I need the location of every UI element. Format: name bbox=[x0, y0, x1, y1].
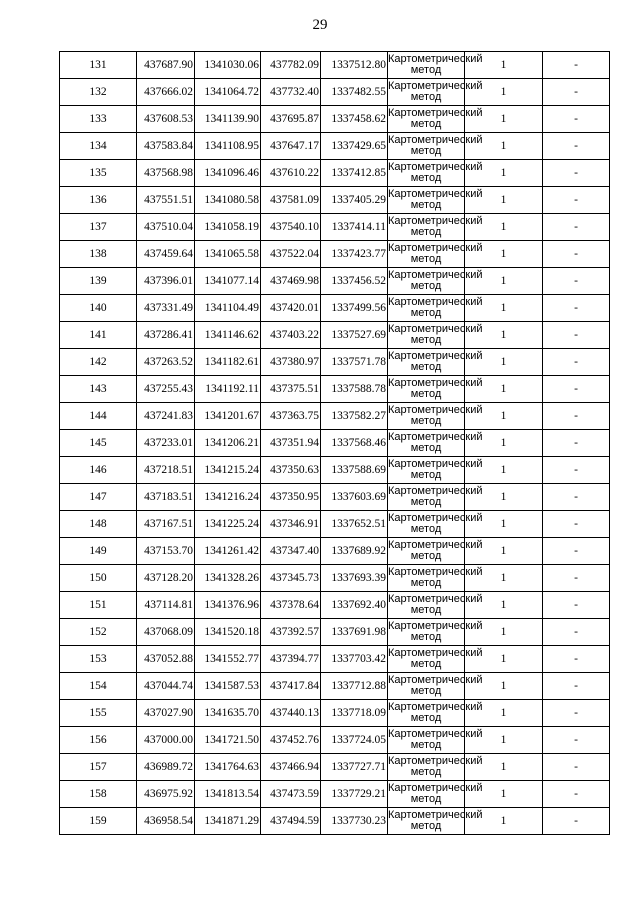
table-row bbox=[60, 133, 610, 160]
x2-cell: 437695.87 bbox=[261, 106, 321, 133]
x2-cell: 437403.22 bbox=[261, 322, 321, 349]
y2-cell: 1337718.09 bbox=[321, 700, 388, 727]
method-cell: Картометрический метод bbox=[388, 727, 465, 754]
x1-cell: 437551.51 bbox=[137, 187, 195, 214]
method-cell: Картометрический метод bbox=[388, 241, 465, 268]
y2-cell: 1337527.69 bbox=[321, 322, 388, 349]
x1-cell: 437666.02 bbox=[137, 79, 195, 106]
method-cell: Картометрический метод bbox=[388, 160, 465, 187]
point-number-cell: 155 bbox=[60, 700, 137, 727]
y1-cell: 1341080.58 bbox=[195, 187, 261, 214]
y2-cell: 1337588.78 bbox=[321, 376, 388, 403]
accuracy-cell: 1 bbox=[465, 619, 543, 646]
x2-cell: 437782.09 bbox=[261, 52, 321, 79]
point-number-cell: 134 bbox=[60, 133, 137, 160]
point-number-cell: 152 bbox=[60, 619, 137, 646]
x1-cell: 437255.43 bbox=[137, 376, 195, 403]
table-row bbox=[60, 592, 610, 619]
y2-cell: 1337429.65 bbox=[321, 133, 388, 160]
table-row bbox=[60, 403, 610, 430]
note-cell: - bbox=[543, 322, 610, 349]
y1-cell: 1341206.21 bbox=[195, 430, 261, 457]
x2-cell: 437522.04 bbox=[261, 241, 321, 268]
table-row bbox=[60, 241, 610, 268]
y2-cell: 1337730.23 bbox=[321, 808, 388, 835]
point-number-cell: 157 bbox=[60, 754, 137, 781]
table-row bbox=[60, 322, 610, 349]
y2-cell: 1337689.92 bbox=[321, 538, 388, 565]
accuracy-cell: 1 bbox=[465, 484, 543, 511]
accuracy-cell: 1 bbox=[465, 727, 543, 754]
table-row bbox=[60, 808, 610, 835]
table-row bbox=[60, 187, 610, 214]
x1-cell: 437568.98 bbox=[137, 160, 195, 187]
x2-cell: 437581.09 bbox=[261, 187, 321, 214]
point-number-cell: 144 bbox=[60, 403, 137, 430]
x2-cell: 437473.59 bbox=[261, 781, 321, 808]
y1-cell: 1341058.19 bbox=[195, 214, 261, 241]
method-cell: Картометрический метод bbox=[388, 673, 465, 700]
x2-cell: 437392.57 bbox=[261, 619, 321, 646]
y1-cell: 1341201.67 bbox=[195, 403, 261, 430]
point-number-cell: 138 bbox=[60, 241, 137, 268]
y1-cell: 1341192.11 bbox=[195, 376, 261, 403]
y2-cell: 1337724.05 bbox=[321, 727, 388, 754]
table-row bbox=[60, 619, 610, 646]
table-row bbox=[60, 700, 610, 727]
point-number-cell: 147 bbox=[60, 484, 137, 511]
y1-cell: 1341065.58 bbox=[195, 241, 261, 268]
point-number-cell: 146 bbox=[60, 457, 137, 484]
y1-cell: 1341064.72 bbox=[195, 79, 261, 106]
note-cell: - bbox=[543, 484, 610, 511]
y1-cell: 1341376.96 bbox=[195, 592, 261, 619]
method-cell: Картометрический метод bbox=[388, 214, 465, 241]
point-number-cell: 156 bbox=[60, 727, 137, 754]
note-cell: - bbox=[543, 673, 610, 700]
note-cell: - bbox=[543, 727, 610, 754]
y2-cell: 1337588.69 bbox=[321, 457, 388, 484]
x2-cell: 437732.40 bbox=[261, 79, 321, 106]
x2-cell: 437610.22 bbox=[261, 160, 321, 187]
method-cell: Картометрический метод bbox=[388, 430, 465, 457]
method-cell: Картометрический метод bbox=[388, 322, 465, 349]
y1-cell: 1341261.42 bbox=[195, 538, 261, 565]
y2-cell: 1337727.71 bbox=[321, 754, 388, 781]
y2-cell: 1337571.78 bbox=[321, 349, 388, 376]
y2-cell: 1337703.42 bbox=[321, 646, 388, 673]
y2-cell: 1337729.21 bbox=[321, 781, 388, 808]
method-cell: Картометрический метод bbox=[388, 538, 465, 565]
x1-cell: 437510.04 bbox=[137, 214, 195, 241]
table-row bbox=[60, 52, 610, 79]
x1-cell: 437608.53 bbox=[137, 106, 195, 133]
x2-cell: 437469.98 bbox=[261, 268, 321, 295]
accuracy-cell: 1 bbox=[465, 79, 543, 106]
note-cell: - bbox=[543, 295, 610, 322]
method-cell: Картометрический метод bbox=[388, 268, 465, 295]
x1-cell: 437183.51 bbox=[137, 484, 195, 511]
x2-cell: 437647.17 bbox=[261, 133, 321, 160]
y1-cell: 1341871.29 bbox=[195, 808, 261, 835]
x2-cell: 437363.75 bbox=[261, 403, 321, 430]
method-cell: Картометрический метод bbox=[388, 106, 465, 133]
accuracy-cell: 1 bbox=[465, 403, 543, 430]
accuracy-cell: 1 bbox=[465, 700, 543, 727]
point-number-cell: 142 bbox=[60, 349, 137, 376]
accuracy-cell: 1 bbox=[465, 781, 543, 808]
note-cell: - bbox=[543, 700, 610, 727]
note-cell: - bbox=[543, 403, 610, 430]
point-number-cell: 150 bbox=[60, 565, 137, 592]
accuracy-cell: 1 bbox=[465, 106, 543, 133]
accuracy-cell: 1 bbox=[465, 754, 543, 781]
accuracy-cell: 1 bbox=[465, 52, 543, 79]
y1-cell: 1341225.24 bbox=[195, 511, 261, 538]
y2-cell: 1337712.88 bbox=[321, 673, 388, 700]
x1-cell: 437459.64 bbox=[137, 241, 195, 268]
method-cell: Картометрический метод bbox=[388, 403, 465, 430]
note-cell: - bbox=[543, 106, 610, 133]
method-cell: Картометрический метод bbox=[388, 646, 465, 673]
x1-cell: 437167.51 bbox=[137, 511, 195, 538]
accuracy-cell: 1 bbox=[465, 268, 543, 295]
method-cell: Картометрический метод bbox=[388, 52, 465, 79]
x2-cell: 437494.59 bbox=[261, 808, 321, 835]
x2-cell: 437345.73 bbox=[261, 565, 321, 592]
x2-cell: 437346.91 bbox=[261, 511, 321, 538]
y2-cell: 1337499.56 bbox=[321, 295, 388, 322]
y1-cell: 1341108.95 bbox=[195, 133, 261, 160]
accuracy-cell: 1 bbox=[465, 133, 543, 160]
y2-cell: 1337652.51 bbox=[321, 511, 388, 538]
method-cell: Картометрический метод bbox=[388, 484, 465, 511]
accuracy-cell: 1 bbox=[465, 241, 543, 268]
x2-cell: 437350.63 bbox=[261, 457, 321, 484]
point-number-cell: 148 bbox=[60, 511, 137, 538]
y2-cell: 1337456.52 bbox=[321, 268, 388, 295]
table-row bbox=[60, 268, 610, 295]
accuracy-cell: 1 bbox=[465, 673, 543, 700]
y1-cell: 1341552.77 bbox=[195, 646, 261, 673]
method-cell: Картометрический метод bbox=[388, 511, 465, 538]
table-row bbox=[60, 457, 610, 484]
y2-cell: 1337423.77 bbox=[321, 241, 388, 268]
note-cell: - bbox=[543, 808, 610, 835]
point-number-cell: 143 bbox=[60, 376, 137, 403]
method-cell: Картометрический метод bbox=[388, 376, 465, 403]
point-number-cell: 149 bbox=[60, 538, 137, 565]
point-number-cell: 135 bbox=[60, 160, 137, 187]
point-number-cell: 136 bbox=[60, 187, 137, 214]
table-row bbox=[60, 511, 610, 538]
y2-cell: 1337405.29 bbox=[321, 187, 388, 214]
note-cell: - bbox=[543, 241, 610, 268]
x1-cell: 437583.84 bbox=[137, 133, 195, 160]
note-cell: - bbox=[543, 592, 610, 619]
table-row bbox=[60, 538, 610, 565]
point-number-cell: 159 bbox=[60, 808, 137, 835]
y2-cell: 1337693.39 bbox=[321, 565, 388, 592]
note-cell: - bbox=[543, 619, 610, 646]
note-cell: - bbox=[543, 133, 610, 160]
y1-cell: 1341104.49 bbox=[195, 295, 261, 322]
method-cell: Картометрический метод bbox=[388, 133, 465, 160]
x2-cell: 437417.84 bbox=[261, 673, 321, 700]
x1-cell: 437396.01 bbox=[137, 268, 195, 295]
x1-cell: 437114.81 bbox=[137, 592, 195, 619]
y1-cell: 1341764.63 bbox=[195, 754, 261, 781]
x1-cell: 437044.74 bbox=[137, 673, 195, 700]
note-cell: - bbox=[543, 430, 610, 457]
y2-cell: 1337692.40 bbox=[321, 592, 388, 619]
x1-cell: 437153.70 bbox=[137, 538, 195, 565]
x1-cell: 437052.88 bbox=[137, 646, 195, 673]
accuracy-cell: 1 bbox=[465, 376, 543, 403]
method-cell: Картометрический метод bbox=[388, 187, 465, 214]
x1-cell: 437218.51 bbox=[137, 457, 195, 484]
accuracy-cell: 1 bbox=[465, 349, 543, 376]
y2-cell: 1337512.80 bbox=[321, 52, 388, 79]
y1-cell: 1341813.54 bbox=[195, 781, 261, 808]
point-number-cell: 153 bbox=[60, 646, 137, 673]
accuracy-cell: 1 bbox=[465, 430, 543, 457]
x1-cell: 436958.54 bbox=[137, 808, 195, 835]
point-number-cell: 137 bbox=[60, 214, 137, 241]
note-cell: - bbox=[543, 781, 610, 808]
y1-cell: 1341030.06 bbox=[195, 52, 261, 79]
note-cell: - bbox=[543, 538, 610, 565]
y1-cell: 1341146.62 bbox=[195, 322, 261, 349]
x2-cell: 437540.10 bbox=[261, 214, 321, 241]
x1-cell: 437128.20 bbox=[137, 565, 195, 592]
point-number-cell: 133 bbox=[60, 106, 137, 133]
y1-cell: 1341520.18 bbox=[195, 619, 261, 646]
coordinates-table bbox=[59, 51, 610, 835]
x2-cell: 437378.64 bbox=[261, 592, 321, 619]
method-cell: Картометрический метод bbox=[388, 295, 465, 322]
accuracy-cell: 1 bbox=[465, 322, 543, 349]
table-row bbox=[60, 295, 610, 322]
page-number: 29 bbox=[312, 17, 328, 33]
point-number-cell: 131 bbox=[60, 52, 137, 79]
y1-cell: 1341139.90 bbox=[195, 106, 261, 133]
accuracy-cell: 1 bbox=[465, 295, 543, 322]
accuracy-cell: 1 bbox=[465, 511, 543, 538]
y1-cell: 1341328.26 bbox=[195, 565, 261, 592]
x1-cell: 436975.92 bbox=[137, 781, 195, 808]
method-cell: Картометрический метод bbox=[388, 79, 465, 106]
accuracy-cell: 1 bbox=[465, 214, 543, 241]
table-row bbox=[60, 160, 610, 187]
y1-cell: 1341182.61 bbox=[195, 349, 261, 376]
table-row bbox=[60, 484, 610, 511]
note-cell: - bbox=[543, 79, 610, 106]
note-cell: - bbox=[543, 349, 610, 376]
note-cell: - bbox=[543, 268, 610, 295]
point-number-cell: 154 bbox=[60, 673, 137, 700]
table-row bbox=[60, 565, 610, 592]
y2-cell: 1337691.98 bbox=[321, 619, 388, 646]
y1-cell: 1341721.50 bbox=[195, 727, 261, 754]
point-number-cell: 141 bbox=[60, 322, 137, 349]
x1-cell: 437331.49 bbox=[137, 295, 195, 322]
method-cell: Картометрический метод bbox=[388, 349, 465, 376]
accuracy-cell: 1 bbox=[465, 538, 543, 565]
y2-cell: 1337412.85 bbox=[321, 160, 388, 187]
table-row bbox=[60, 349, 610, 376]
y2-cell: 1337582.27 bbox=[321, 403, 388, 430]
table-row bbox=[60, 430, 610, 457]
x2-cell: 437347.40 bbox=[261, 538, 321, 565]
y1-cell: 1341216.24 bbox=[195, 484, 261, 511]
y2-cell: 1337414.11 bbox=[321, 214, 388, 241]
note-cell: - bbox=[543, 214, 610, 241]
y2-cell: 1337568.46 bbox=[321, 430, 388, 457]
method-cell: Картометрический метод bbox=[388, 700, 465, 727]
y2-cell: 1337482.55 bbox=[321, 79, 388, 106]
point-number-cell: 151 bbox=[60, 592, 137, 619]
y2-cell: 1337603.69 bbox=[321, 484, 388, 511]
table-row bbox=[60, 673, 610, 700]
note-cell: - bbox=[543, 160, 610, 187]
point-number-cell: 139 bbox=[60, 268, 137, 295]
x2-cell: 437375.51 bbox=[261, 376, 321, 403]
accuracy-cell: 1 bbox=[465, 160, 543, 187]
x1-cell: 437027.90 bbox=[137, 700, 195, 727]
method-cell: Картометрический метод bbox=[388, 592, 465, 619]
note-cell: - bbox=[543, 565, 610, 592]
table-row bbox=[60, 79, 610, 106]
y1-cell: 1341215.24 bbox=[195, 457, 261, 484]
point-number-cell: 158 bbox=[60, 781, 137, 808]
table-row bbox=[60, 646, 610, 673]
y2-cell: 1337458.62 bbox=[321, 106, 388, 133]
x1-cell: 437000.00 bbox=[137, 727, 195, 754]
method-cell: Картометрический метод bbox=[388, 781, 465, 808]
x2-cell: 437452.76 bbox=[261, 727, 321, 754]
y1-cell: 1341635.70 bbox=[195, 700, 261, 727]
x2-cell: 437466.94 bbox=[261, 754, 321, 781]
note-cell: - bbox=[543, 376, 610, 403]
accuracy-cell: 1 bbox=[465, 808, 543, 835]
x1-cell: 437263.52 bbox=[137, 349, 195, 376]
table-row bbox=[60, 727, 610, 754]
x2-cell: 437380.97 bbox=[261, 349, 321, 376]
table-row bbox=[60, 106, 610, 133]
accuracy-cell: 1 bbox=[465, 646, 543, 673]
point-number-cell: 132 bbox=[60, 79, 137, 106]
x1-cell: 437233.01 bbox=[137, 430, 195, 457]
method-cell: Картометрический метод bbox=[388, 754, 465, 781]
point-number-cell: 145 bbox=[60, 430, 137, 457]
note-cell: - bbox=[543, 511, 610, 538]
method-cell: Картометрический метод bbox=[388, 808, 465, 835]
x1-cell: 437068.09 bbox=[137, 619, 195, 646]
accuracy-cell: 1 bbox=[465, 565, 543, 592]
x1-cell: 437241.83 bbox=[137, 403, 195, 430]
note-cell: - bbox=[543, 754, 610, 781]
note-cell: - bbox=[543, 52, 610, 79]
x2-cell: 437440.13 bbox=[261, 700, 321, 727]
x2-cell: 437350.95 bbox=[261, 484, 321, 511]
x2-cell: 437394.77 bbox=[261, 646, 321, 673]
accuracy-cell: 1 bbox=[465, 592, 543, 619]
y1-cell: 1341077.14 bbox=[195, 268, 261, 295]
table-row bbox=[60, 781, 610, 808]
accuracy-cell: 1 bbox=[465, 187, 543, 214]
point-number-cell: 140 bbox=[60, 295, 137, 322]
x1-cell: 436989.72 bbox=[137, 754, 195, 781]
accuracy-cell: 1 bbox=[465, 457, 543, 484]
x2-cell: 437351.94 bbox=[261, 430, 321, 457]
x1-cell: 437286.41 bbox=[137, 322, 195, 349]
table-row bbox=[60, 376, 610, 403]
y1-cell: 1341587.53 bbox=[195, 673, 261, 700]
table-row bbox=[60, 754, 610, 781]
note-cell: - bbox=[543, 187, 610, 214]
x2-cell: 437420.01 bbox=[261, 295, 321, 322]
method-cell: Картометрический метод bbox=[388, 565, 465, 592]
x1-cell: 437687.90 bbox=[137, 52, 195, 79]
method-cell: Картометрический метод bbox=[388, 457, 465, 484]
y1-cell: 1341096.46 bbox=[195, 160, 261, 187]
method-cell: Картометрический метод bbox=[388, 619, 465, 646]
note-cell: - bbox=[543, 646, 610, 673]
note-cell: - bbox=[543, 457, 610, 484]
table-row bbox=[60, 214, 610, 241]
